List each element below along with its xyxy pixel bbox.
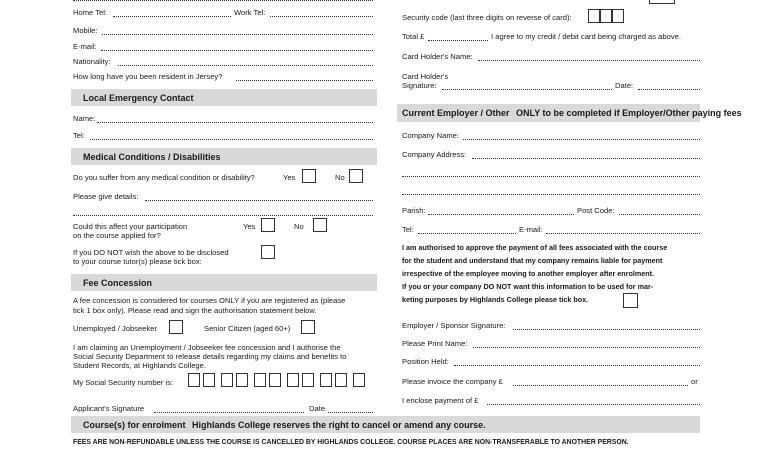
courses-title-text: Course(s) for enrolment <box>83 420 186 430</box>
senior-checkbox[interactable] <box>301 320 315 334</box>
security-digit-cell[interactable] <box>612 9 624 23</box>
fee-intro-line-2: tick 1 box only). Please read and sign the authorisation statement below. <box>73 306 317 315</box>
courses-note: Highlands College reserves the right to cancel or amend any course. <box>192 420 486 430</box>
medical-question: Do you suffer from any medical condition or disability? <box>73 173 255 182</box>
employer-tel-field[interactable] <box>418 233 516 234</box>
medical-yes-checkbox[interactable] <box>302 169 316 183</box>
ssn-input[interactable] <box>188 373 368 387</box>
fee-section-title: Fee Concession <box>83 278 153 288</box>
emergency-tel-label: Tel: <box>73 131 85 140</box>
fee-auth-line-2: Social Security Department to release details regarding my claims and benefits to <box>73 352 347 361</box>
affect-no-checkbox[interactable] <box>313 218 327 232</box>
emergency-name-label: Name: <box>73 114 96 123</box>
unemployed-label: Unemployed / Jobseeker <box>73 324 157 333</box>
parish-field[interactable] <box>428 214 574 215</box>
ssn-label: My Social Security number is: <box>73 378 174 387</box>
fee-section-header <box>71 274 377 291</box>
medical-no-checkbox[interactable] <box>349 169 363 183</box>
security-digit-cell[interactable] <box>588 9 600 23</box>
medical-details-label: Please give details: <box>73 192 139 201</box>
emergency-section-header <box>71 89 377 106</box>
disclose-line-2: to your course tutor(s) please tick box: <box>73 257 202 266</box>
affect-yes-checkbox[interactable] <box>261 218 275 232</box>
company-name-label: Company Name: <box>402 131 459 140</box>
invoice-field[interactable] <box>513 385 688 386</box>
employer-email-label: E-mail: <box>519 225 543 234</box>
company-address-label: Company Address: <box>402 150 467 159</box>
medical-section-title: Medical Conditions / Disabilities <box>83 152 221 162</box>
holder-name-label: Card Holder's Name: <box>402 52 473 61</box>
disclose-checkbox[interactable] <box>261 245 275 259</box>
senior-label: Senior Citizen (aged 60+) <box>204 324 291 333</box>
company-address-field-3[interactable] <box>402 194 700 195</box>
employer-note: ONLY to be completed if Employer/Other paying fees <box>516 108 742 118</box>
employer-auth-line-5: keting purposes by Highlands College please tick box. <box>402 295 589 304</box>
emergency-name-field[interactable] <box>97 122 373 123</box>
applicant-signature-field[interactable] <box>154 412 304 413</box>
holder-signature-line-1: Card Holder's <box>402 72 449 81</box>
medical-details-field-1[interactable] <box>145 200 373 201</box>
marketing-optout-checkbox[interactable] <box>623 293 638 308</box>
emergency-section-title: Local Emergency Contact <box>83 93 194 103</box>
print-name-label: Please Print Name: <box>402 339 468 348</box>
footer-notice: FEES ARE NON-REFUNDABLE UNLESS THE COURSE IS CANCELLED BY HIGHLANDS COLLEGE. COURSE PLACES ARE NON-TRANSFERABLE TO ANOTHER PERSON. <box>73 439 629 446</box>
ssn-digit-cell[interactable] <box>353 373 365 387</box>
postcode-label: Post Code: <box>577 206 615 215</box>
holder-date-label: Date: <box>615 81 634 90</box>
security-digit-cell[interactable] <box>600 9 612 23</box>
employer-auth-line-1: I am authorised to approve the payment of all fees associated with the course <box>402 243 668 252</box>
ssn-digit-cell[interactable] <box>320 373 332 387</box>
enclose-field[interactable] <box>487 404 700 405</box>
enclose-label: I enclose payment of £ <box>402 396 479 405</box>
print-name-field[interactable] <box>473 347 700 348</box>
home-tel-field[interactable] <box>113 16 231 17</box>
courses-section-title <box>83 420 486 430</box>
disclose-line-1: If you DO NOT wish the above to be disclosed <box>73 248 229 257</box>
affect-question-line-2: on the course applied for? <box>73 231 161 240</box>
medical-details-field-2[interactable] <box>73 215 373 216</box>
applicant-date-field[interactable] <box>328 412 373 413</box>
ssn-digit-cell[interactable] <box>335 373 347 387</box>
nationality-label: Nationality: <box>73 57 111 66</box>
employer-auth-line-4: If you or your company DO NOT want this information to be used for mar- <box>402 282 654 291</box>
employer-title-text: Current Employer / Other <box>402 108 510 118</box>
work-tel-field[interactable] <box>270 16 373 17</box>
fee-auth-line-1: I am claiming an Unemployment / Jobseeker fee concession and I authorise the <box>73 343 341 352</box>
holder-signature-field[interactable] <box>442 89 612 90</box>
holder-date-field[interactable] <box>638 89 700 90</box>
ssn-digit-cell[interactable] <box>203 373 215 387</box>
employer-tel-label: Tel: <box>402 225 414 234</box>
employer-section-title <box>402 108 742 118</box>
ssn-digit-cell[interactable] <box>287 373 299 387</box>
postcode-field[interactable] <box>619 214 700 215</box>
employer-auth-line-3: irrespective of the employee moving to another employer after enrolment. <box>402 269 655 278</box>
mobile-label: Mobile: <box>73 26 98 35</box>
applicant-date-label: Date <box>309 404 326 413</box>
resident-field[interactable] <box>236 80 373 81</box>
emergency-tel-field[interactable] <box>90 139 373 140</box>
ssn-digit-cell[interactable] <box>269 373 281 387</box>
fee-auth-line-3: Student Records, at Highlands College. <box>73 361 206 370</box>
fee-intro-line-1: A fee concession is considered for courses ONLY if you are registered as (please <box>73 296 346 305</box>
applicant-signature-label: Applicant's Signature <box>73 404 145 413</box>
employer-section-header <box>397 104 742 122</box>
unemployed-checkbox[interactable] <box>169 320 183 334</box>
ssn-digit-cell[interactable] <box>302 373 314 387</box>
email-field[interactable] <box>101 50 373 51</box>
position-label: Position Held: <box>402 357 449 366</box>
position-field[interactable] <box>454 365 700 366</box>
sponsor-signature-label: Employer / Sponsor Signature: <box>402 321 506 330</box>
medical-yes-label: Yes <box>283 173 296 182</box>
holder-signature-line-2: Signature: <box>402 81 437 90</box>
security-code-label: Security code (last three digits on reverse of card): <box>402 13 572 22</box>
sponsor-signature-field[interactable] <box>513 329 700 330</box>
home-tel-label: Home Tel: <box>73 8 108 17</box>
company-name-field[interactable] <box>463 139 700 140</box>
email-label: E-mail: <box>73 42 97 51</box>
top-cutoff-line <box>73 0 373 1</box>
resident-label: How long have you been resident in Jersey? <box>73 72 223 81</box>
parish-label: Parish: <box>402 206 426 215</box>
affect-question-line-1: Could this affect your participation <box>73 222 188 231</box>
invoice-or: or <box>691 377 698 386</box>
holder-name-field[interactable] <box>478 60 700 61</box>
agree-text: I agree to my credit / debit card being charged as above. <box>491 32 681 41</box>
total-field[interactable] <box>428 40 488 41</box>
invoice-label: Please invoice the company £ <box>402 377 503 386</box>
ssn-digit-cell[interactable] <box>254 373 266 387</box>
employer-email-field[interactable] <box>546 233 700 234</box>
nationality-field[interactable] <box>118 65 373 66</box>
affect-yes-label: Yes <box>243 222 256 231</box>
security-code-input[interactable] <box>588 9 624 23</box>
employer-auth-line-2: for the student and understand that my company remains liable for payment <box>402 256 663 265</box>
work-tel-label: Work Tel: <box>234 8 266 17</box>
mobile-field[interactable] <box>102 34 373 35</box>
ssn-digit-cell[interactable] <box>236 373 248 387</box>
medical-section-header <box>71 148 377 165</box>
company-address-field-2[interactable] <box>402 176 700 177</box>
courses-section-header <box>71 416 700 433</box>
ssn-digit-cell[interactable] <box>221 373 233 387</box>
top-cutoff-box <box>649 0 675 4</box>
total-label: Total £ <box>402 32 425 41</box>
company-address-field-1[interactable] <box>472 158 700 159</box>
affect-no-label: No <box>294 222 304 231</box>
ssn-digit-cell[interactable] <box>188 373 200 387</box>
medical-no-label: No <box>335 173 345 182</box>
